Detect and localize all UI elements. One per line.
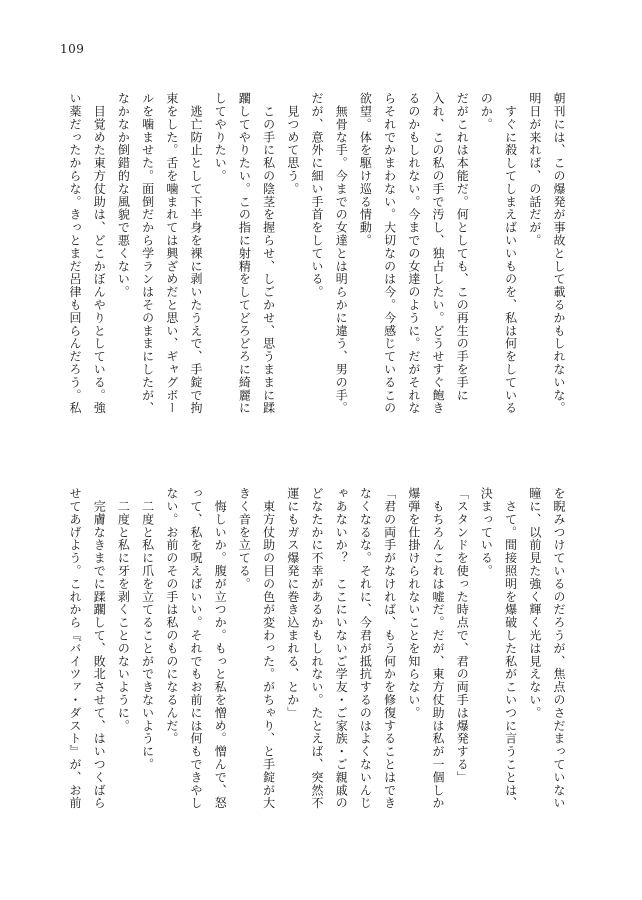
text-line: を睨みつけているのだろうが、焦点のさだまっていない	[552, 487, 566, 810]
text-line: らそれでかまわない。大切なのは今。今感じているこの	[382, 92, 397, 415]
text-line: 瞳に、以前見た強く輝く光は見えない。	[527, 487, 542, 720]
text-line: 運にもガス爆発に巻き込まれる、とか」	[285, 487, 300, 720]
text-line: 完膚なきまでに蹂躙して、敗北させて、はいつくばら	[92, 487, 107, 810]
text-line: してやりたい。	[213, 92, 228, 183]
page-number: 109	[60, 42, 85, 56]
text-line: すぐに殺してしまえばいいものを、私は何をしている	[503, 92, 518, 415]
text-line: なくなるな。それに、今君が抵抗するのはよくないんじ	[358, 487, 373, 810]
text-line: だが、意外に細い手首をしている。	[310, 92, 324, 299]
lower-text-block	[70, 487, 570, 857]
text-line: 「君の両手がなければ、もう何かを修復することはでき	[382, 487, 397, 810]
text-line: ない。お前のその手は私のものになるんだ。	[164, 487, 179, 745]
text-line: 朝刊には、この爆発が事故として載るかもしれないな。	[552, 92, 566, 415]
text-line: なかなか倒錯的な風貌で悪くない。	[116, 92, 131, 299]
text-line: 明日が来れば、の話だが。	[527, 92, 542, 247]
text-line: きく音を立てる。	[237, 487, 252, 591]
text-line: のか。	[479, 92, 494, 131]
text-line: 欲望。体を駆け巡る情動。	[358, 92, 373, 247]
upper-text-block	[70, 92, 570, 452]
text-line: 見つめて思う。	[285, 92, 300, 196]
text-line: この手に私の陰茎を握らせ、しごかせ、思うままに蹂	[261, 92, 276, 415]
text-line: ゃあないか？ ここにいないご学友・ご家族・ご親戚の	[334, 487, 349, 810]
text-line: 無骨な手。今までの女達とは明らかに違う、男の手。	[334, 92, 349, 415]
text-line: ルを噛ませた。面倒だから学ランはそのままにしたが、	[140, 92, 155, 415]
text-line: せてあげよう。これから『バイツァ・ダスト』が、お前	[68, 487, 82, 810]
text-line: って、私を呪えばいい。それでもお前には何もできやし	[189, 487, 203, 810]
text-line: もちろんこれは嘘だ。だが、東方仗助は私が一個しか	[431, 487, 445, 810]
text-line: 束をした。舌を噛まれては興ざめだと思い、ギャグボー	[164, 92, 179, 415]
text-line: 「スタンドを使った時点で、君の両手は爆発する」	[455, 487, 470, 784]
text-line: 二度と私に爪を立てることができないように。	[140, 487, 155, 771]
text-line: るのかもしれない。今までの女達のように。だがそれな	[406, 92, 421, 415]
text-line: 悔しいか。腹が立つか。もっと私を憎め。憎んで、怒	[213, 487, 228, 810]
text-line: 入れ、この私の手で汚し、独占したい。どうせすぐ飽き	[431, 92, 445, 415]
text-line: い薬だったからな。きっとまだ呂律も回らんだろう。私	[68, 92, 82, 415]
text-line: だがこれは本能だ。何としても、この再生の手を手に	[455, 92, 470, 402]
text-line: どなたかに不幸があるかもしれない。たとえば、突然不	[310, 487, 324, 810]
text-line: さて。間接照明を爆破した私がこいつに言うことは、	[503, 487, 518, 810]
text-line: 決まっている。	[479, 487, 494, 578]
text-line: 爆弾を仕掛けられないことを知らない。	[406, 487, 421, 720]
text-line: 逃亡防止として下半身を裸に剥いたうえで、手錠で拘	[189, 92, 203, 415]
text-line: 東方仗助の目の色が変わった。がちゃり、と手錠が大	[261, 487, 276, 810]
text-line: 二度と私に牙を剥くことのないように。	[116, 487, 131, 733]
text-line: 躙してやりたい。この指に射精をしてどろどろに綺麗に	[237, 92, 252, 415]
text-line: 目覚めた東方仗助は、どこかぼんやりとしている。強	[92, 92, 107, 415]
